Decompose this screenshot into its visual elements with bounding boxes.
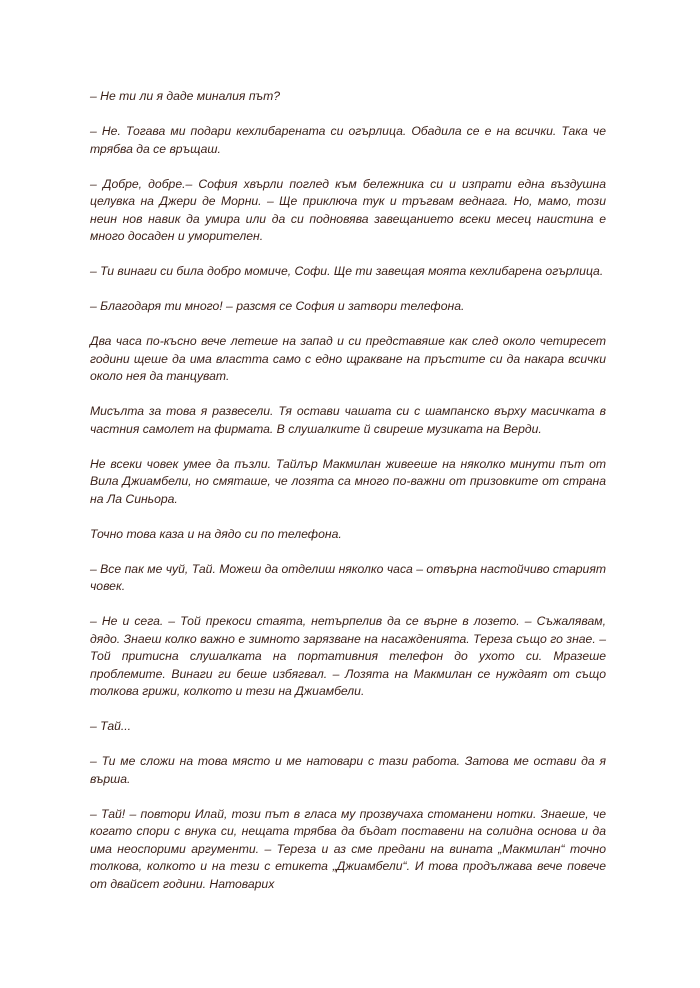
paragraph: – Добре, добре.– София хвърли поглед към бележника си и изпрати една въздушна целувка на Джери де Морни. – Ще приключа тук и тръгвам веднага. Но, мамо, този неин нов навик да умира или да си подновява завещанието всеки месец наистина е много досаден и уморителен. <box>90 176 606 243</box>
paragraph: – Ти винаги си била добро момиче, Софи. Ще ти завещая моята кехлибарена огърлица. <box>90 264 604 278</box>
paragraph: – Не. Тогава ми подари кехлибарената си огърлица. Обадила се е на всички. Така че трябва да се връщаш. <box>90 124 606 156</box>
paragraph: – Тай! – повтори Илай, този път в гласа му прозвучаха стоманени нотки. Знаеше, че когато спори с внука си, нещата трябва да бъдат поставени на солидна основа и да има неоспорими аргументи. – Тереза и аз сме предани на вината „Макмилан“ точно толкова, колкото и на тези с етикета „Джиамбели“. И това продължава вече повече от двайсет години. Натоварих <box>90 806 606 891</box>
paragraph: Точно това каза и на дядо си по телефона. <box>90 526 342 541</box>
paragraph: – Не ти ли я даде миналия път? <box>90 89 281 103</box>
paragraph: – Тай... <box>90 719 132 733</box>
paragraph: – Благодаря ти много! – разсмя се София и затвори телефона. <box>90 299 465 313</box>
paragraph: – Все пак ме чуй, Тай. Можеш да отделиш няколко часа – отвърна настойчиво старият човек. <box>90 561 606 593</box>
paragraph: – Не и сега. – Той прекоси стаята, нетърпелив да се върне в лозето. – Съжалявам, дядо. Знаеш колко важно е зимното зарязване на насажденията. Тереза също го знае. – Той притисна слушалката на портативния телефон до ухото си. Мразеше проблемите. Винаги ги беше избягвал. – Лозята на Макмилан се нуждаят от също толкова грижи, колкото и тези на Джиамбели. <box>90 614 606 698</box>
paragraph: Два часа по-късно вече летеше на запад и си представяше как след около четиресет години щеше да има властта само с едно щракване на пръстите си да накара всички около нея да танцуват. <box>90 334 606 383</box>
document-body <box>90 88 606 893</box>
paragraph: Мисълта за това я развесели. Тя остави чашата си с шампанско върху масичката в частния самолет на фирмата. В слушалките й свиреше музиката на Верди. <box>90 404 606 436</box>
paragraph: – Ти ме сложи на това място и ме натовари с тази работа. Затова ме остави да я върша. <box>90 754 606 786</box>
paragraph: Не всеки човек умее да пъзли. Тайлър Макмилан живееше на няколко минути път от Вила Джиамбели, но смяташе, че лозята са много по-важни от призовките от страна на Ла Синьора. <box>90 456 606 506</box>
